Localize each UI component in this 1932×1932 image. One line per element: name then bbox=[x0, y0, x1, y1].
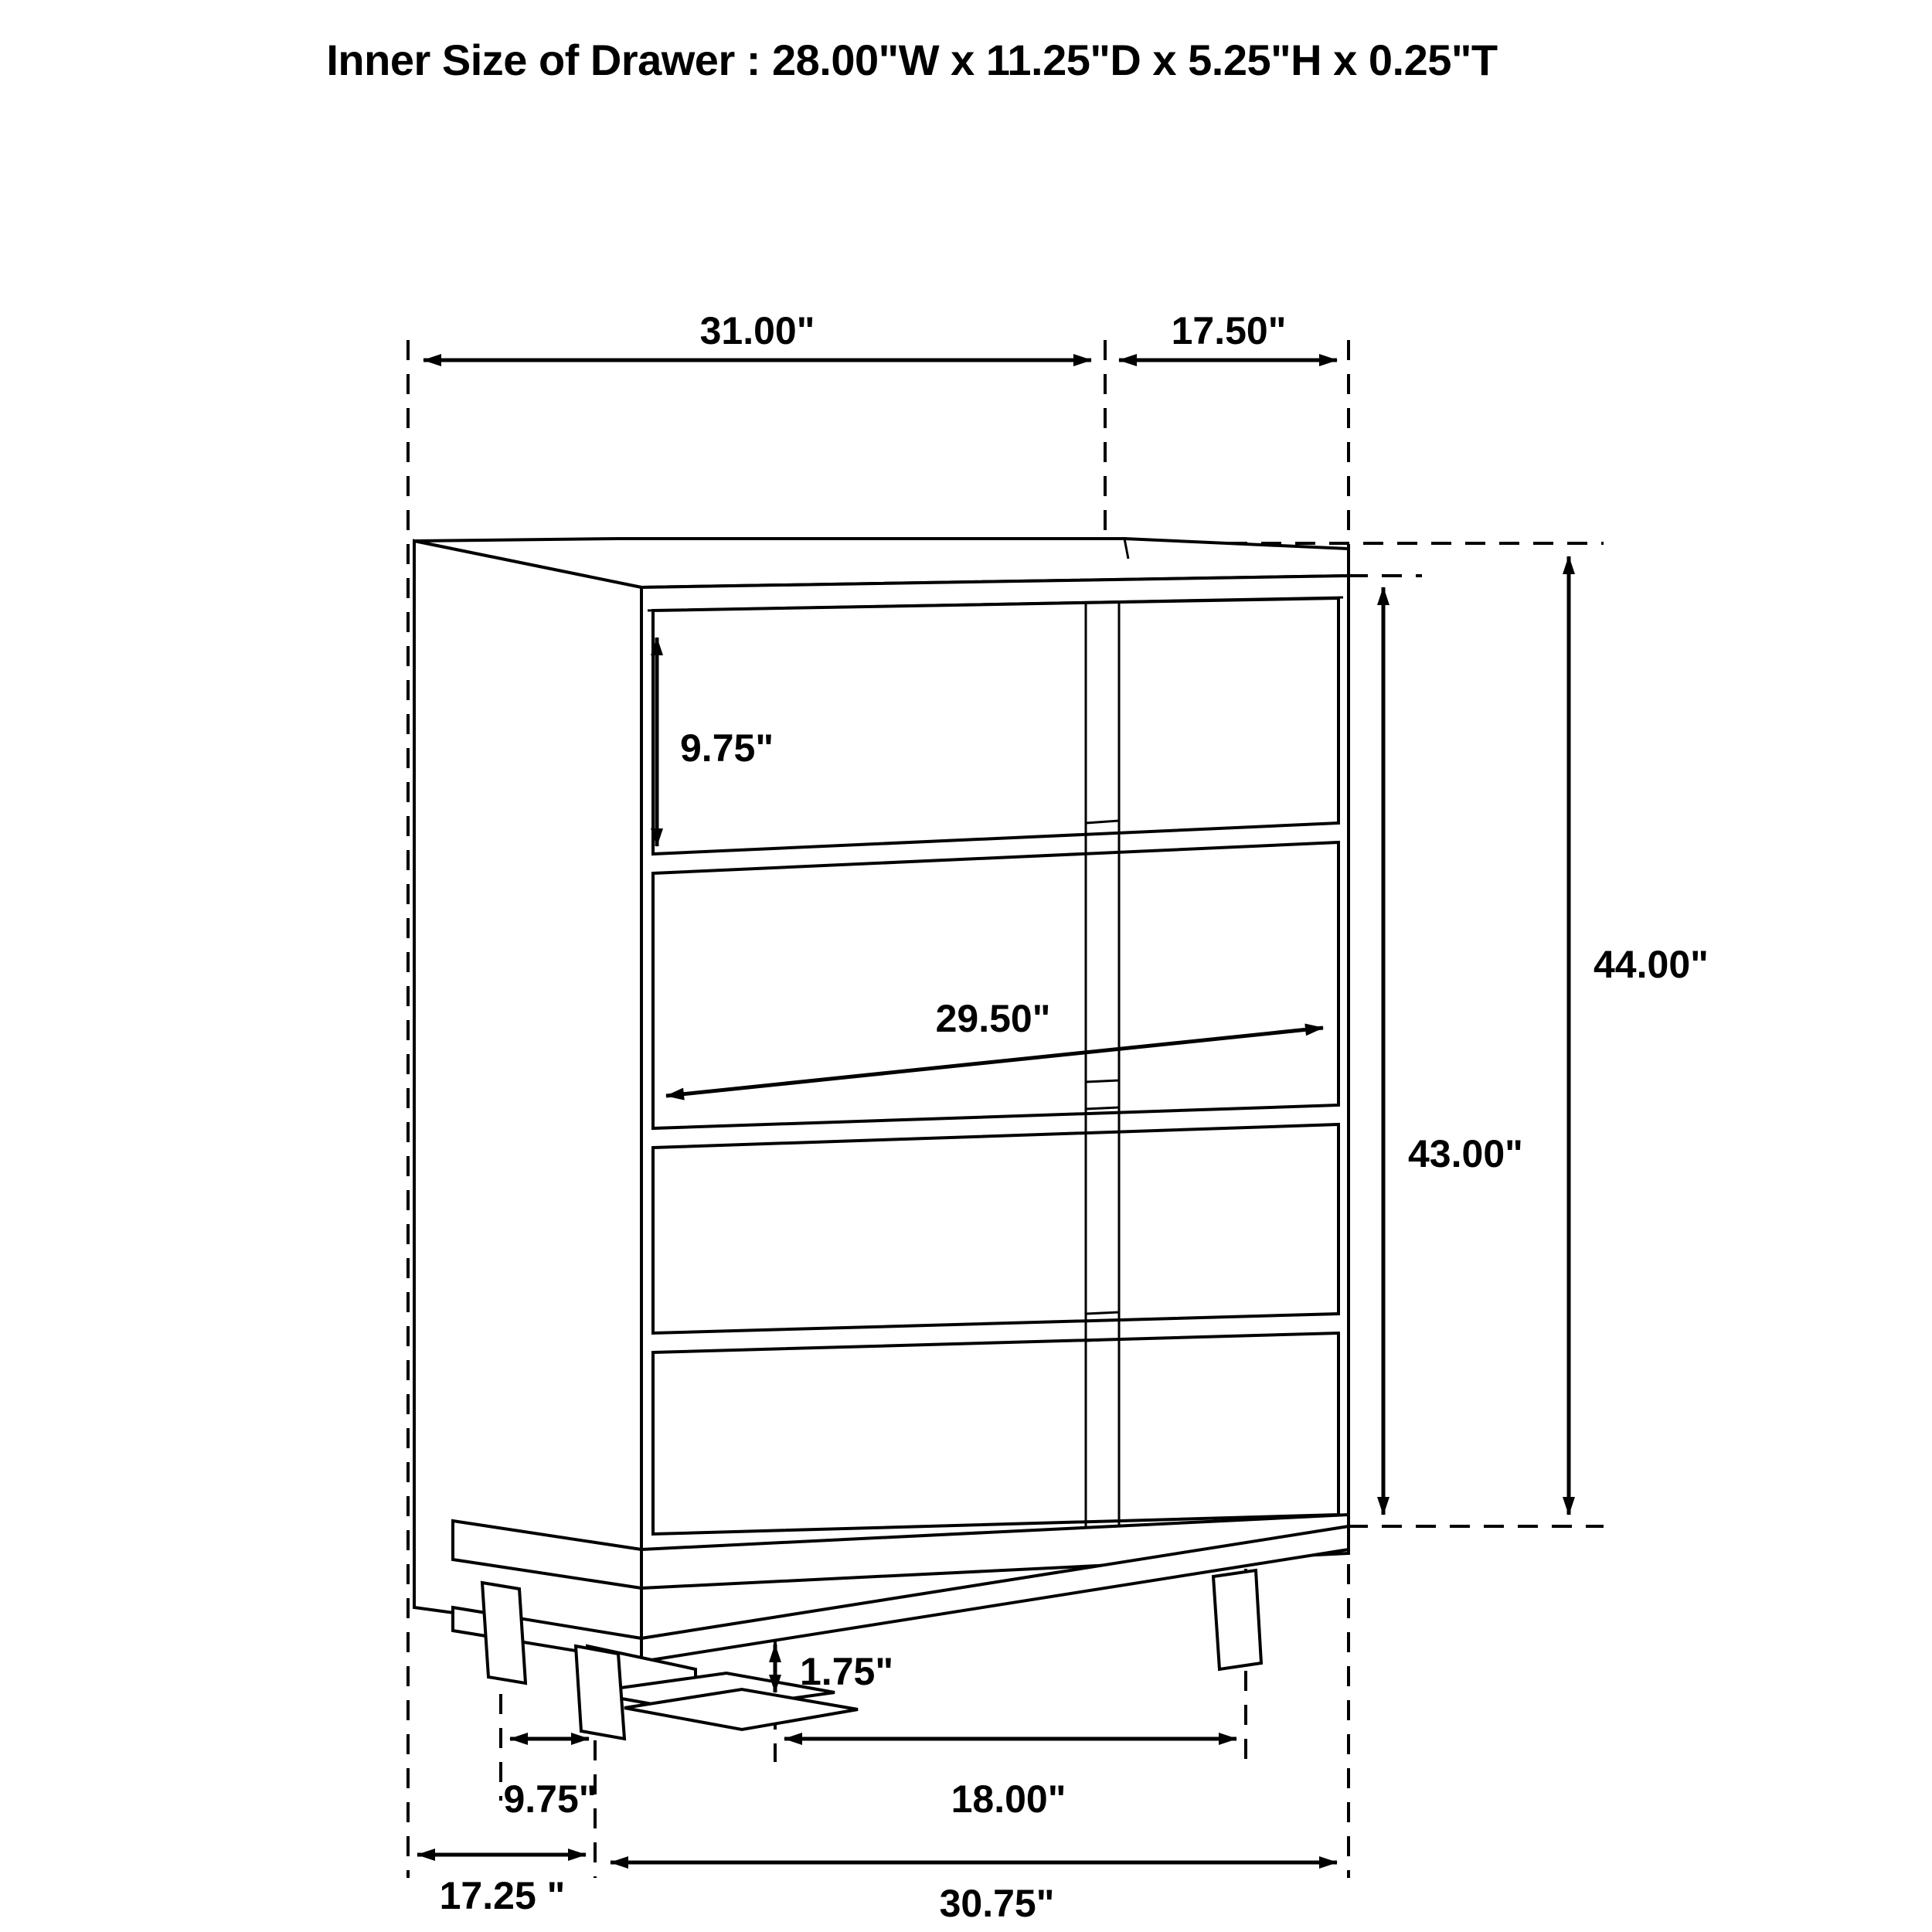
dim-foot-span-front bbox=[784, 1739, 1236, 1821]
dim-label-overall-height: 44.00" bbox=[1594, 943, 1709, 986]
dim-label-case-height: 43.00" bbox=[1408, 1132, 1523, 1175]
dim-label-top-depth: 17.50" bbox=[1171, 309, 1287, 352]
dim-top-width bbox=[423, 309, 1091, 360]
dim-label-foot-height: 1.75" bbox=[800, 1650, 894, 1693]
dim-top-depth bbox=[1119, 309, 1337, 360]
dim-label-foot-depth-offset: 9.75" bbox=[503, 1777, 597, 1821]
dim-case-height bbox=[1383, 587, 1523, 1515]
dim-overall-height bbox=[1569, 556, 1709, 1515]
dim-label-foot-span-front: 18.00" bbox=[951, 1777, 1066, 1821]
dim-base-depth bbox=[417, 1855, 586, 1917]
dim-label-drawer-face-width: 29.50" bbox=[935, 997, 1051, 1040]
dim-label-top-width: 31.00" bbox=[699, 309, 815, 352]
dim-label-base-depth: 17.25 " bbox=[439, 1874, 566, 1917]
dim-label-drawer-face-height: 9.75" bbox=[680, 726, 774, 770]
dim-foot-depth-offset bbox=[503, 1739, 597, 1821]
dim-label-base-width: 30.75" bbox=[939, 1882, 1055, 1925]
dim-base-width bbox=[611, 1862, 1337, 1925]
page-title: Inner Size of Drawer : 28.00"W x 11.25"D x 5.25"H x 0.25"T bbox=[326, 36, 1498, 84]
